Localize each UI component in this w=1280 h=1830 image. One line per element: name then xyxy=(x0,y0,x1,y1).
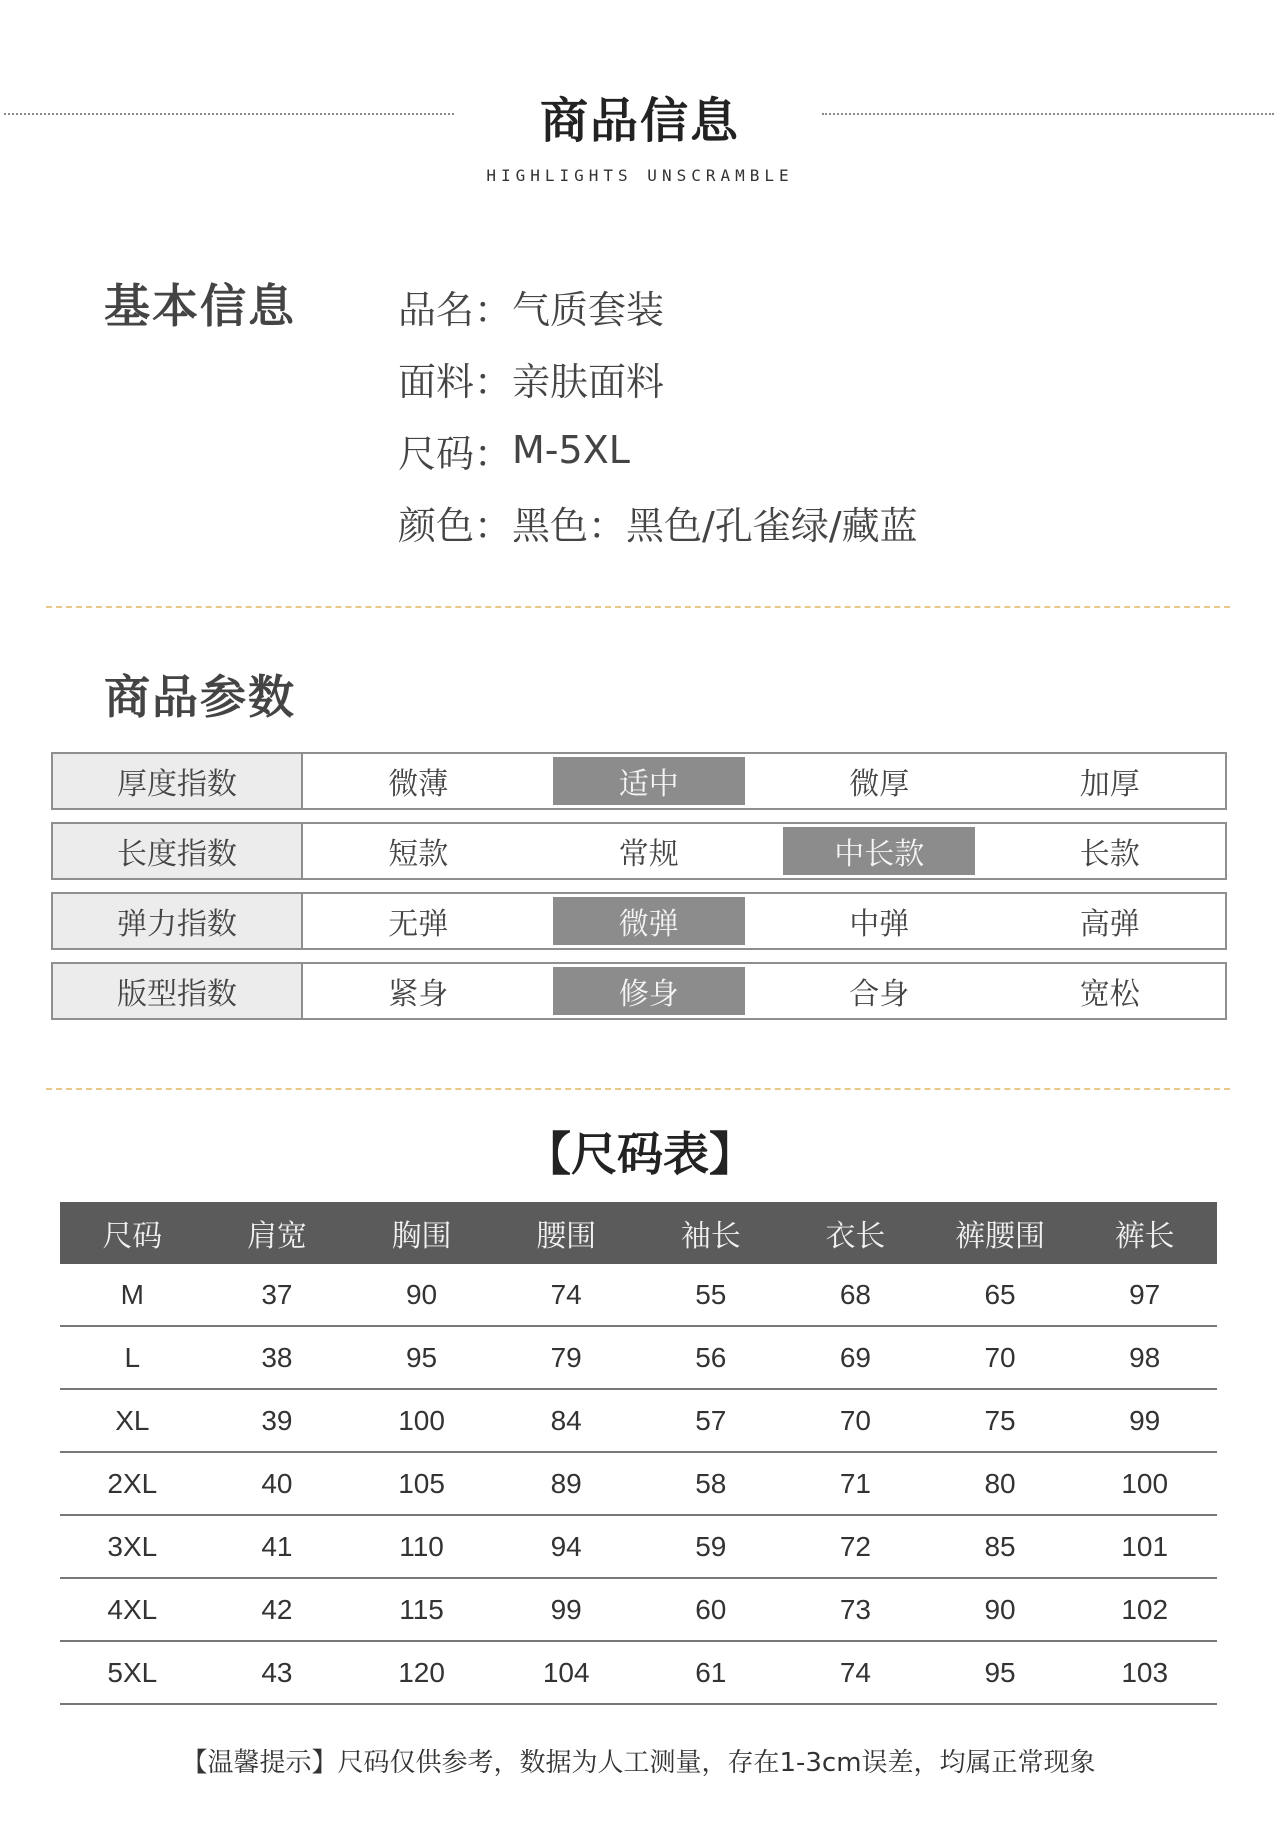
table-cell: 100 xyxy=(1072,1452,1217,1515)
table-cell: L xyxy=(60,1326,205,1389)
param-option xyxy=(303,967,534,1015)
size-table-header-cell: 裤腰围 xyxy=(928,1202,1073,1264)
param-label: 长度指数 xyxy=(53,824,303,878)
info-value: 黑色：黑色/孔雀绿/藏蓝 xyxy=(512,503,918,548)
param-row xyxy=(51,822,1227,880)
table-cell: 4XL xyxy=(60,1578,205,1641)
param-option xyxy=(995,897,1226,945)
param-option xyxy=(303,897,534,945)
table-row xyxy=(60,1452,1217,1515)
table-cell: 99 xyxy=(1072,1389,1217,1452)
param-label: 厚度指数 xyxy=(53,754,303,808)
table-cell: 102 xyxy=(1072,1578,1217,1641)
table-row xyxy=(60,1389,1217,1452)
table-cell: 99 xyxy=(494,1578,639,1641)
size-table-header-cell: 胸围 xyxy=(349,1202,494,1264)
params-table xyxy=(51,752,1227,1032)
param-options xyxy=(303,964,1225,1018)
table-cell: 55 xyxy=(639,1264,784,1326)
basic-info-list xyxy=(398,270,1218,558)
page-header xyxy=(0,0,1280,200)
table-cell: 120 xyxy=(349,1641,494,1704)
table-cell: 38 xyxy=(205,1326,350,1389)
table-cell: 43 xyxy=(205,1641,350,1704)
table-cell: 65 xyxy=(928,1264,1073,1326)
table-cell: 97 xyxy=(1072,1264,1217,1326)
table-cell: 110 xyxy=(349,1515,494,1578)
table-cell: 98 xyxy=(1072,1326,1217,1389)
decorative-dotted-line-left xyxy=(4,113,454,115)
info-row xyxy=(398,342,1218,414)
section-divider xyxy=(46,1088,1230,1090)
table-cell: 101 xyxy=(1072,1515,1217,1578)
info-label: 面料： xyxy=(398,359,513,404)
table-cell: 90 xyxy=(349,1264,494,1326)
decorative-dotted-line-right xyxy=(822,113,1274,115)
table-cell: 41 xyxy=(205,1515,350,1578)
param-option-label: 微薄 xyxy=(388,767,449,802)
table-cell: 104 xyxy=(494,1641,639,1704)
table-cell: 39 xyxy=(205,1389,350,1452)
table-cell: 61 xyxy=(639,1641,784,1704)
param-option-label: 紧身 xyxy=(388,977,449,1012)
info-label: 品名： xyxy=(398,287,513,332)
table-cell: 94 xyxy=(494,1515,639,1578)
param-option-label: 适中 xyxy=(553,757,745,805)
param-option-label: 无弹 xyxy=(388,907,449,942)
table-cell: 69 xyxy=(783,1326,928,1389)
param-option xyxy=(534,827,765,875)
param-row xyxy=(51,752,1227,810)
param-option-label: 短款 xyxy=(388,837,449,872)
section-divider xyxy=(46,606,1230,608)
param-option-label: 合身 xyxy=(849,977,910,1012)
info-row xyxy=(398,486,1218,558)
param-option xyxy=(995,757,1226,805)
size-table-header-cell: 肩宽 xyxy=(205,1202,350,1264)
param-label: 版型指数 xyxy=(53,964,303,1018)
size-table-header-cell: 腰围 xyxy=(494,1202,639,1264)
params-heading: 商品参数 xyxy=(104,670,296,724)
info-value: 气质套装 xyxy=(512,287,665,332)
table-cell: 3XL xyxy=(60,1515,205,1578)
param-option xyxy=(764,757,995,805)
table-cell: 2XL xyxy=(60,1452,205,1515)
table-cell: 71 xyxy=(783,1452,928,1515)
table-cell: 40 xyxy=(205,1452,350,1515)
param-option-label: 中弹 xyxy=(849,907,910,942)
table-cell: 56 xyxy=(639,1326,784,1389)
table-cell: 79 xyxy=(494,1326,639,1389)
table-cell: 42 xyxy=(205,1578,350,1641)
table-cell: 90 xyxy=(928,1578,1073,1641)
table-cell: 37 xyxy=(205,1264,350,1326)
param-option-label: 中长款 xyxy=(783,827,975,875)
param-option-selected xyxy=(764,827,995,875)
param-option-label: 长款 xyxy=(1079,837,1140,872)
page-title: 商品信息 xyxy=(539,93,740,149)
table-cell: 70 xyxy=(928,1326,1073,1389)
param-option-label: 微弹 xyxy=(553,897,745,945)
param-option xyxy=(764,967,995,1015)
page-subtitle: HIGHLIGHTS UNSCRAMBLE xyxy=(486,166,794,185)
info-row xyxy=(398,270,1218,342)
size-table-header-row xyxy=(60,1202,1217,1264)
table-cell: 59 xyxy=(639,1515,784,1578)
size-table-title: 【尺码表】 xyxy=(525,1127,755,1181)
info-label: 尺码： xyxy=(398,431,513,476)
table-cell: 85 xyxy=(928,1515,1073,1578)
table-cell: 74 xyxy=(783,1641,928,1704)
size-table-header-cell: 衣长 xyxy=(783,1202,928,1264)
tip-note: 【温馨提示】尺码仅供参考，数据为人工测量，存在1-3cm误差，均属正常现象 xyxy=(181,1748,1096,1778)
table-cell: 73 xyxy=(783,1578,928,1641)
param-option-selected xyxy=(534,967,765,1015)
param-option-label: 加厚 xyxy=(1079,767,1140,802)
size-table-header-cell: 裤长 xyxy=(1072,1202,1217,1264)
table-cell: 115 xyxy=(349,1578,494,1641)
table-cell: 95 xyxy=(349,1326,494,1389)
size-table-header-cell: 尺码 xyxy=(60,1202,205,1264)
size-table-body xyxy=(60,1264,1217,1704)
info-row xyxy=(398,414,1218,486)
table-row xyxy=(60,1264,1217,1326)
table-cell: 84 xyxy=(494,1389,639,1452)
param-option-label: 常规 xyxy=(618,837,679,872)
table-cell: 100 xyxy=(349,1389,494,1452)
param-option-selected xyxy=(534,897,765,945)
size-table xyxy=(60,1202,1217,1705)
info-label: 颜色： xyxy=(398,503,513,548)
basic-info-heading: 基本信息 xyxy=(104,279,296,333)
param-option xyxy=(303,757,534,805)
table-cell: 103 xyxy=(1072,1641,1217,1704)
table-cell: XL xyxy=(60,1389,205,1452)
param-option-label: 修身 xyxy=(553,967,745,1015)
table-row xyxy=(60,1641,1217,1704)
param-option-label: 微厚 xyxy=(849,767,910,802)
table-cell: 58 xyxy=(639,1452,784,1515)
param-option xyxy=(995,827,1226,875)
table-row xyxy=(60,1326,1217,1389)
table-cell: 57 xyxy=(639,1389,784,1452)
table-cell: 72 xyxy=(783,1515,928,1578)
table-cell: 5XL xyxy=(60,1641,205,1704)
table-cell: 105 xyxy=(349,1452,494,1515)
param-options xyxy=(303,894,1225,948)
table-cell: 74 xyxy=(494,1264,639,1326)
table-cell: 95 xyxy=(928,1641,1073,1704)
table-row xyxy=(60,1515,1217,1578)
table-cell: 80 xyxy=(928,1452,1073,1515)
param-options xyxy=(303,754,1225,808)
table-cell: 89 xyxy=(494,1452,639,1515)
param-option-selected xyxy=(534,757,765,805)
param-option-label: 宽松 xyxy=(1079,977,1140,1012)
table-cell: M xyxy=(60,1264,205,1326)
table-cell: 60 xyxy=(639,1578,784,1641)
param-row xyxy=(51,962,1227,1020)
table-cell: 70 xyxy=(783,1389,928,1452)
param-option xyxy=(303,827,534,875)
param-option-label: 高弹 xyxy=(1079,907,1140,942)
param-option xyxy=(764,897,995,945)
param-row xyxy=(51,892,1227,950)
param-option xyxy=(995,967,1226,1015)
info-value: 亲肤面料 xyxy=(512,359,665,404)
table-cell: 68 xyxy=(783,1264,928,1326)
table-cell: 75 xyxy=(928,1389,1073,1452)
size-table-header-cell: 袖长 xyxy=(639,1202,784,1264)
param-label: 弹力指数 xyxy=(53,894,303,948)
param-options xyxy=(303,824,1225,878)
table-row xyxy=(60,1578,1217,1641)
info-value: M-5XL xyxy=(512,428,630,472)
